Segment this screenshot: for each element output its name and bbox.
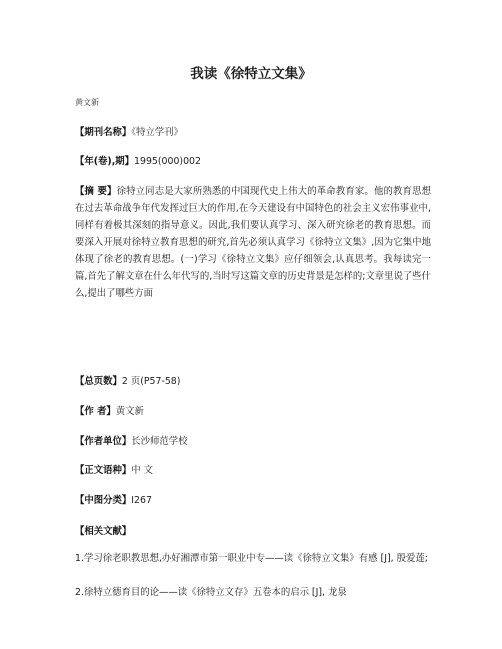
journal-field: [75, 124, 431, 141]
abstract-label: 【摘 要】: [75, 186, 117, 197]
affiliation-label: 【作者单位】: [75, 436, 132, 447]
language-value: 中 文: [131, 465, 153, 476]
language-field: [75, 462, 431, 479]
abstract-field: [75, 183, 431, 363]
author-field-value: 黄文新: [115, 406, 144, 417]
affiliation-field: [75, 433, 431, 450]
related-literature-heading: 【相关文献】: [75, 526, 132, 537]
year-field: [75, 153, 431, 170]
pages-value: 2 页(P57-58): [121, 376, 181, 387]
pages-label: 【总页数】: [75, 376, 122, 387]
year-value: 1995(000)002: [134, 156, 201, 167]
journal-label: 【期刊名称】: [75, 127, 132, 138]
language-label: 【正文语种】: [75, 465, 132, 476]
classification-label: 【中图分类】: [75, 495, 132, 506]
author-line: 黄文新: [75, 98, 99, 107]
related-item: 2.徐特立德育目的论——读《徐特立文存》五卷本的启示 [J], 龙泉: [75, 587, 347, 598]
article-title: 我读《徐特立文集》: [190, 66, 312, 82]
pages-field: [75, 373, 431, 390]
abstract-text: 徐特立同志是大家所熟悉的中国现代史上伟大的革命教育家。他的教育思想在过去革命战争年代发挥过巨大的作用,在今天建设有中国特色的社会主义宏伟事业中,同样有着极其深刻的指导意义。因此,我们要认真学习、深入研究徐老的教育思想。而要深入开展对徐特立教育思想的研究,首先必须认真学习《徐特立文集》,因为它集中地体现了徐老的教育思想。(一)学习《徐特立文集》应仔细领会,认真思考。我每读完一篇,首先了解文章在什么年代写的,当时写这篇文章的历史背景是怎样的;文章里说了些什么,提出了哪些方面: [75, 186, 431, 299]
classification-value: I267: [131, 495, 152, 506]
author-field: [75, 403, 431, 420]
journal-value: 《特立学刊》: [131, 127, 183, 138]
affiliation-value: 长沙师范学校: [131, 436, 188, 447]
author-field-label: 【作 者】: [75, 406, 116, 417]
related-item: 1.学习徐老职教思想,办好湘潭市第一职业中专——读《徐特立文集》有感 [J], 殷爱莲;: [75, 553, 428, 564]
year-label: 【年(卷),期】: [75, 156, 135, 167]
classification-field: [75, 492, 431, 509]
